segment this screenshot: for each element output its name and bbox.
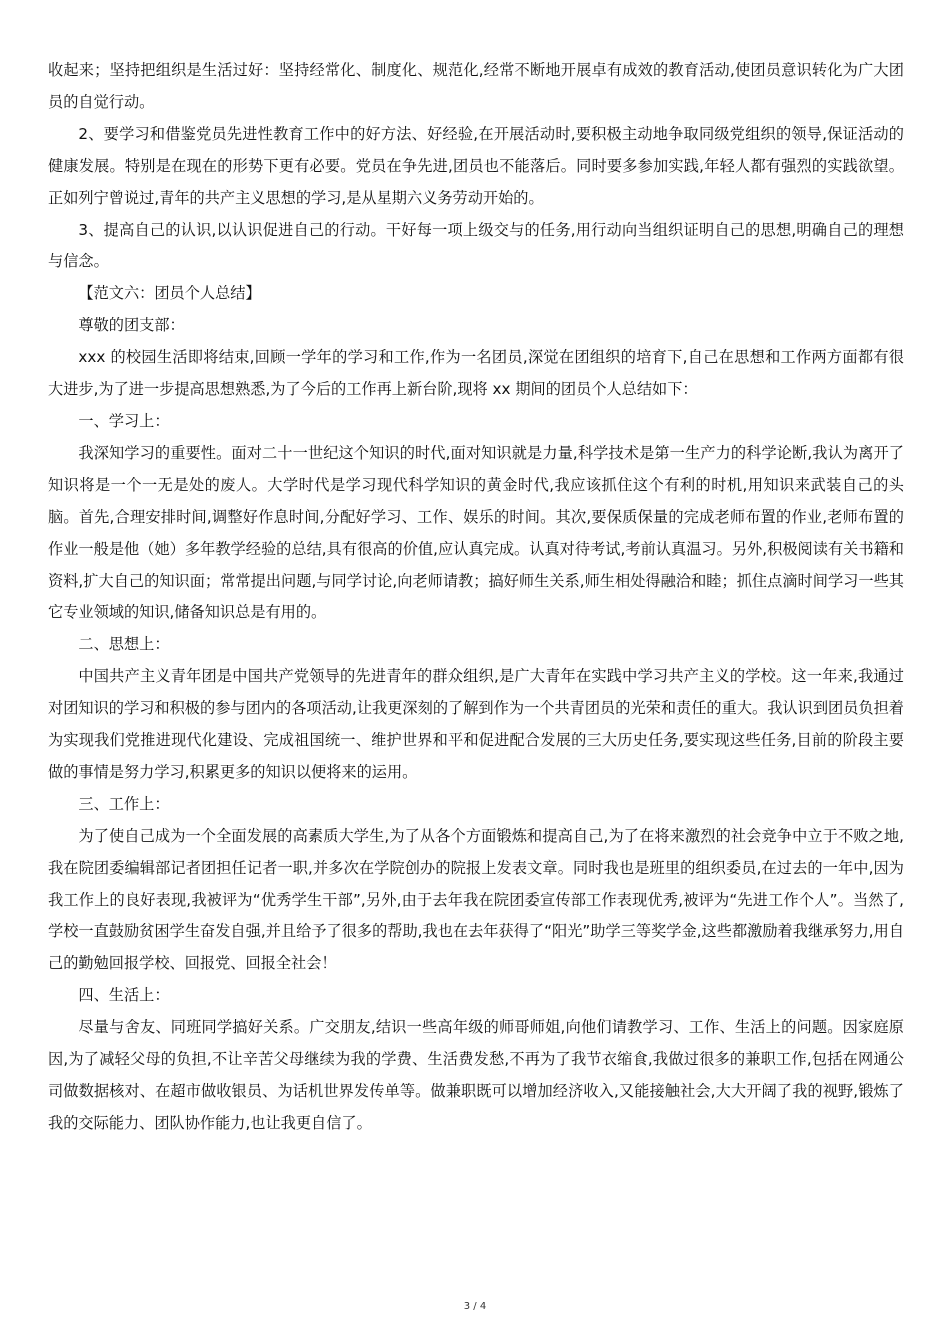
heading-life: 四、生活上： (78, 986, 170, 1005)
section-heading-sample-six: 【范文六：团员个人总结】 (78, 284, 261, 303)
paragraph-life: 尽量与舍友、同班同学搞好关系。广交朋友,结识一些高年级的师哥师姐,向他们请教学习、工作、生活上的问题。因家庭原因,为了减轻父母的负担,不让辛苦父母继续为我的学费、生活费发愁,不再为了我节衣缩食,我做过很多的兼职工作,包括在网通公司做数据核对、在超市做收银员、为话机世界发传单等。做兼职既可以增加经济收入,又能接触社会,大大开阔了我的视野,锻炼了我的交际能力、团队协作能力,也让我更自信了。 (48, 1018, 904, 1132)
document-body (48, 55, 904, 1140)
heading-thought: 二、思想上： (78, 635, 170, 654)
paragraph-point-2: 2、要学习和借鉴党员先进性教育工作中的好方法、好经验,在开展活动时,要积极主动地争取同级党组织的领导,保证活动的健康发展。特别是在现在的形势下更有必要。党员在争先进,团员也不能落后。同时要多参加实践,年轻人都有强烈的实践欲望。正如列宁曾说过,青年的共产主义思想的学习,是从星期六义务劳动开始的。 (48, 124, 904, 207)
paragraph-study: 我深知学习的重要性。面对二十一世纪这个知识的时代,面对知识就是力量,科学技术是第一生产力的科学论断,我认为离开了知识将是一个一无是处的废人。大学时代是学习现代科学知识的黄金时代,我应该抓住这个有利的时机,用知识来武装自己的头脑。首先,合理安排时间,调整好作息时间,分配好学习、工作、娱乐的时间。其次,要保质保量的完成老师布置的作业,老师布置的作业一般是他（她）多年教学经验的总结,具有很高的价值,应认真完成。认真对待考试,考前认真温习。另外,积极阅读有关书籍和资料,扩大自己的知识面；常常提出问题,与同学讨论,向老师请教；搞好师生关系,师生相处得融洽和睦；抓住点滴时间学习一些其它专业领域的知识,储备知识总是有用的。 (48, 443, 904, 622)
salutation: 尊敬的团支部： (78, 316, 185, 335)
paragraph-thought: 中国共产主义青年团是中国共产党领导的先进青年的群众组织,是广大青年在实践中学习共产主义的学校。这一年来,我通过对团知识的学习和积极的参与团内的各项活动,让我更深刻的了解到作为一个共青团员的光荣和责任的重大。我认识到团员负担着为实现我们党推进现代化建设、完成祖国统一、维护世界和平和促进配合发展的三大历史任务,要实现这些任务,目前的阶段主要做的事情是努力学习,积累更多的知识以便将来的运用。 (48, 667, 904, 781)
paragraph-intro: xxx 的校园生活即将结束,回顾一学年的学习和工作,作为一名团员,深觉在团组织的培育下,自己在思想和工作两方面都有很大进步,为了进一步提高思想熟悉,为了今后的工作再上新台阶,现将 xx 期间的团员个人总结如下： (48, 348, 904, 399)
heading-study: 一、学习上： (78, 411, 170, 430)
paragraph-continuation: 收起来；坚持把组织是生活过好：坚持经常化、制度化、规范化,经常不断地开展卓有成效的教育活动,使团员意识转化为广大团员的自觉行动。 (48, 61, 904, 111)
paragraph-work: 为了使自己成为一个全面发展的高素质大学生,为了从各个方面锻炼和提高自己,为了在将来激烈的社会竞争中立于不败之地,我在院团委编辑部记者团担任记者一职,并多次在学院创办的院报上发表文章。同时我也是班里的组织委员,在过去的一年中,因为我工作上的良好表现,我被评为“优秀学生干部”,另外,由于去年我在院团委宣传部工作表现优秀,被评为“先进工作个人”。当然了,学校一直鼓励贫困学生奋发自强,并且给予了很多的帮助,我也在去年获得了“阳光”助学三等奖学金,这些都激励着我继承努力,用自己的勤勉回报学校、回报党、回报全社会！ (48, 826, 904, 973)
paragraph-point-3: 3、提高自己的认识,以认识促进自己的行动。干好每一项上级交与的任务,用行动向当组织证明自己的思想,明确自己的理想与信念。 (48, 220, 904, 271)
page-number: 3 / 4 (463, 1301, 487, 1312)
heading-work: 三、工作上： (78, 794, 170, 813)
